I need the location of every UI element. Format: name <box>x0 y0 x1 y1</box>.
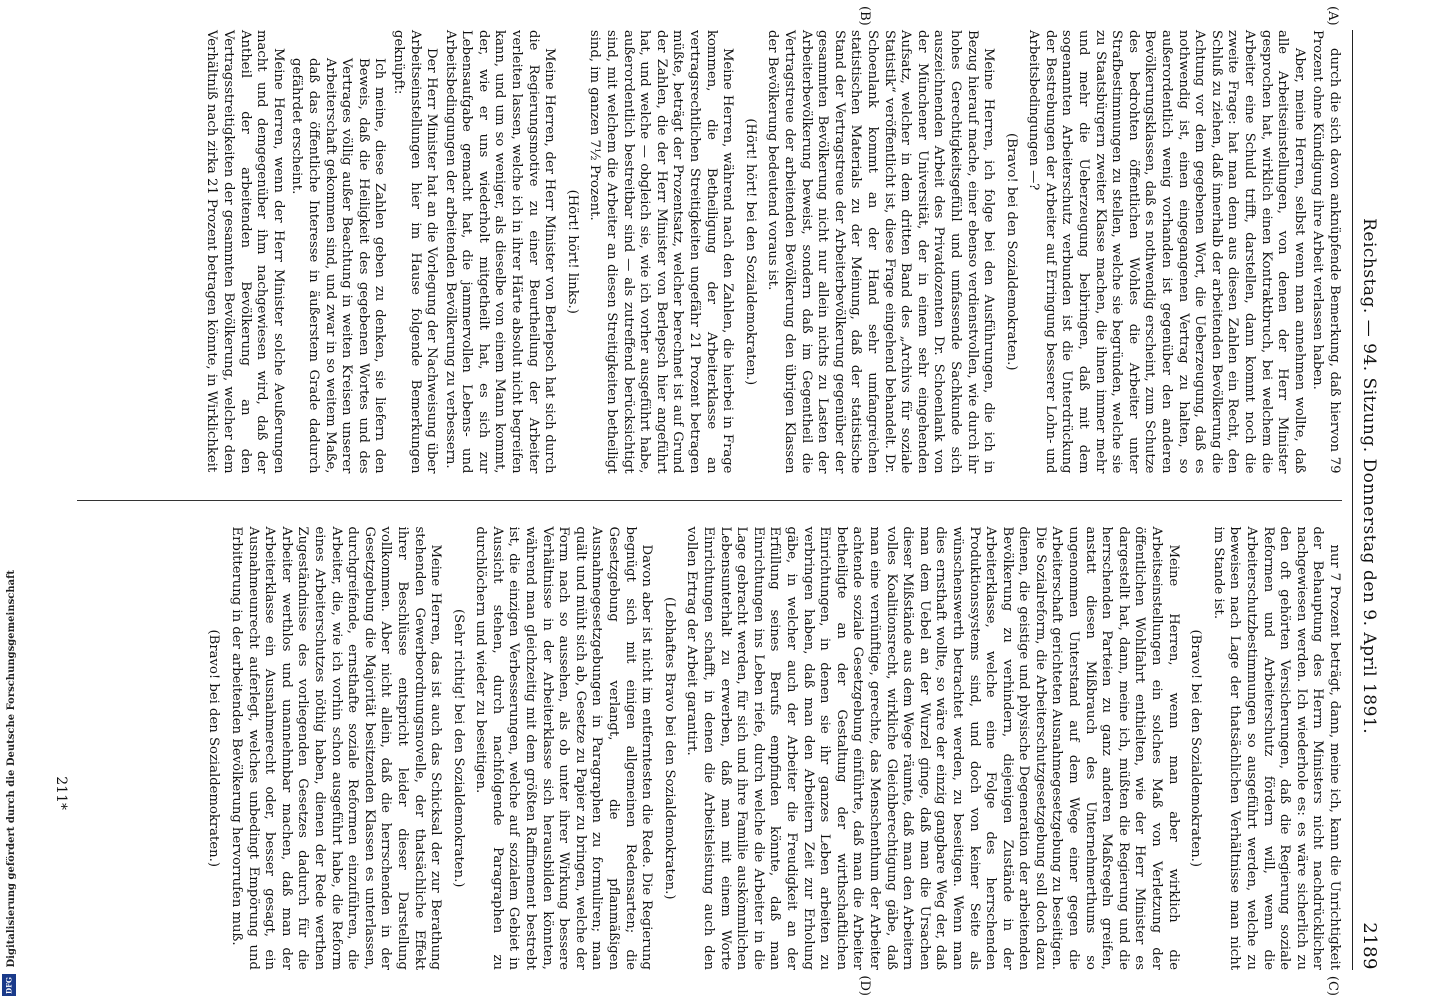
margin-mark-b: (B) <box>857 6 872 26</box>
margin-mark-d: (D) <box>857 975 872 996</box>
paragraph: durch die sich davon anknüpfende Bemerkung, daß hiervon 79 Prozent ohne Kündigung ihre Arbeit verlassen haben. <box>1310 30 1342 474</box>
interjection: (Bravo! bei den Sozialdemokraten.) <box>1003 133 1019 371</box>
running-header <box>1352 30 1380 970</box>
page-number: 2189 <box>1359 922 1380 970</box>
paragraph: Meine Herren, wenn der Herr Minister solche Aeußerungen macht und demgegenüber ihm nachgewiesen wird, daß der Antheil der arbeitenden Bevölkerung an den Vertragsstreitigkeiten der gesammten Bevölkerung, welcher dem Verhältniß nach zirka 21 Prozent betragen könnte, in Wirklichkeit <box>204 30 286 474</box>
margin-mark-a: (A) <box>1325 6 1340 26</box>
interjection: (Hört! hört! links.) <box>564 189 580 314</box>
paragraph: Meine Herren, wenn man aber wirklich die Arbeitseinstellungen ein solches Maß von Verletzung der öffentlichen Wohlfahrt enthielten, wie der Herr Minister es dargestellt hat, dann, meine ich, müßten die Regierung und die herrschenden Parteien zu ganz anderen Maßregeln greifen, anstatt diesen Mißbrauch des Unternehmerthums so ungenommen Unterstand auf dem Wege einer gegen die Arbeiterschaft gerichteten Ausnahmegesetzgebung zu beseitigen. Die Sozialreform, die Arbeiterschutzgesetzgebung soll doch dazu dienen, die geistige und physische Degeneration der arbeitenden Bevölkerung zu verhindern, diejenigen Zustände in der Arbeiterklasse, welche eine Folge des herrschenden Produktionssystems sind, und doch von keiner Seite als wünschenswerth betrachtet werden, zu beseitigen. Wenn man dies ernsthaft wollte, so wäre der einzig gangbare Weg der, daß man dem Uebel an der Wurzel ginge, daß man die Ursachen dieser Mißstände aus dem Wege räumte, daß man den Arbeitern volles Koalitionsrecht, wirkliche Gleichberechtigung gäbe, daß man eine vernünftige, gerechte, das Menschenthum der Arbeiter achtende soziale Gesetzgebung einführte, daß man die Arbeiter betheiligte an der Gestaltung der wirthschaftlichen Einrichtungen, in denen sie ihr ganzes Leben arbeiten zu verbringen haben, daß man den Arbeitern Zeit zur Erholung gäbe, in welcher auch der Arbeiter die Freudigkeit an der Erfüllung seines Berufs empfinden könnte, daß man Einrichtungen ins Leben riefe, durch welche die Arbeiter in die Lage gebracht werden, für sich und ihre Familie auskömmlichen Lebensunterhalt zu erwerben, daß man mit einem Worte Einrichtungen schafft, in denen die Arbeitsleistung auch den vollen Ertrag der Arbeit garantirt. <box>684 526 1181 970</box>
interjection: (Lebhaftes Bravo bei den Sozialdemokraten.) <box>661 597 677 900</box>
signature-marker: 211* <box>53 776 69 810</box>
paragraph: nur 7 Prozent beträgt, dann, meine ich, kann die Unrichtigkeit der Behauptung des Herrn Ministers nicht nachdrücklicher nachgewiesen werden. Ich wiederhole es: es wäre sicherlich zu den oft gehörten Versicherungen, daß die Regierung soziale Reformen und Arbeiterschutz fördern will, wenn die Arbeiterschutzbestimmungen so ausgeführt werden, welche zu beweisen nach Lage der thatsächlichen Verhältnisse man nicht im Stande ist. <box>1210 526 1342 970</box>
paragraph: Davon aber ist nicht im entferntesten die Rede. Die Regierung begnügt sich mit einigen allgemeinen Redensarten; die Gesetzgebung verlangt, die pflanmäßigen Ausnahmegesetzgebungen in Paragraphen zu formuliren; man quält und müht sich ab, Gesetze zu Papier zu bringen, welche der Form nach so aussehen, als ob unter ihrer Wirkung bessere Verhältnisse in der Arbeiterklasse sich herausbilden könnten, während man gleichzeitig mit dem größten Raffinement bestrebt ist, die einzigen Verbesserungen, welche auf sozialem Gebiet in Aussicht stehen, durch nachfolgende Paragraphen zu durchlöchern und wieder zu beseitigen. <box>473 526 655 970</box>
paragraph: Meine Herren, ich folge bei den Ausführungen, die ich in Bezug hierauf mache, einer ebenso verdienstvollen, wie durch ihr hohes Gerechtigkeitsgefühl und umfassende Sachkunde sich auszeichnenden Arbeit des Privatdozenten Dr. Schoenlank von der Münchener Universität, der in einem sehr eingehenden Aufsatz, welcher in dem dritten Band des „Archivs für soziale Statistik“ veröffentlicht ist, diese Frage eingehend behandelt. Dr. Schoenlank kommt an der Hand sehr umfangreichen statistischen Materials zu der Meinung, daß der statistische Stand der Vertragstreue der Arbeiterbevölkerung gegenüber der gesammten Bevölkerung nicht nur allein nichts zu Lasten der Arbeiterbevölkerung beweist, sondern daß im Gegentheil die Vertragstreue der arbeitenden Bevölkerung den übrigen Klassen der Bevölkerung bedeutend voraus ist. <box>765 30 997 474</box>
margin-mark-c: (C) <box>1325 975 1340 996</box>
dfg-logo-icon: DFG <box>2 974 16 996</box>
paragraph: Ich meine, diese Zahlen geben zu denken, sie liefern den Beweis, daß die Heiligkeit des gegebenen Wortes und des Vertrages völlig außer Beachtung in weiten Kreisen unserer Arbeiterschaft gekommen sind, und zwar in so weitem Maße, daß das öffentliche Interesse in äußerstem Grade dadurch gefährdet erscheint. <box>289 58 388 474</box>
paragraph: Meine Herren, der Herr Minister von Berlepsch hat sich durch die Regierungsmotive zu einer Beurtheilung der Arbeiter verleiten lassen, welche ich in ihrer Härte absolut nicht begreifen kann, und um so weniger, als dieselbe von einem Mann kommt, der, wie er uns wiederholt mitgetheilt hat, es sich zur Lebensaufgabe gemacht hat, die jammervollen Lebens- und Arbeitsbedingungen der arbeitenden Bevölkerung zu verbessern. <box>442 30 558 474</box>
header-title: Reichstag. — 94. Sitzung. Donnerstag den 9. April 1891. <box>1359 218 1379 735</box>
paragraph: Der Herr Minister hat an die Vorlegung der Nachweisung über Arbeitseinstellungen hier im Hause folgende Bemerkungen geknüpft: <box>390 30 440 474</box>
interjection: (Bravo! bei den Sozialdemokraten.) <box>1188 629 1204 867</box>
paragraph: Aber, meine Herren, selbst wenn man annehmen wollte, daß alle Arbeitseinstellungen, von denen der Herr Minister gesprochen hat, wirklich einen Kontraktbruch, bei welchem die Arbeiter eine Schuld trifft, darstellen, dann kommt noch die zweite Frage: hat man denn aus diesen Zahlen ein Recht, den Schluß zu ziehen, daß innerhalb der arbeitenden Bevölkerung die Achtung vor dem gegebenen Wort, die Ueberzeugung, daß es nothwendig ist, einen eingegangenen Vertrag zu halten, so außerordentlich wenig vorhanden ist gegenüber den anderen Bevölkerungsklassen, daß es nothwendig erscheint, zum Schutze des bedrohten öffentlichen Wohles die Arbeiter unter Strafbestimmungen zu stellen, welche sie begründen, welche sie zu Staatsbürgern zweiter Klasse machen, die ihnen immer mehr und mehr die Ueberzeugung beibringen, daß mit dem sogenannten Arbeiterschutz verbunden ist die Unterdrückung der Bestrebungen der Arbeiter auf Erringung besserer Lohn- und Arbeitsbedingungen —? <box>1026 30 1307 474</box>
interjection: (Sehr richtig! bei den Sozialdemokraten.) <box>450 609 466 888</box>
paragraph: Meine Herren, während nach den Zahlen, die hierbei in Frage kommen, die Betheiligung der Arbeiterklasse an vertragsrechtlichen Streitigkeiten ungefähr 21 Prozent betragen müßte, beträgt der Prozentsatz, welcher berechnet ist auf Grund der Zahlen, die der Herr Minister von Berlepsch hier angeführt hat, und welche — obgleich sie, wie ich vorher ausgeführt habe, außerordentlich bestreitbar sind — als zutreffend berücksichtigt sind, mit welchem die Arbeiter an diesen Streitigkeiten betheiligt sind, im ganzen 7½ Prozent. <box>587 30 736 474</box>
interjection: (Bravo! bei den Sozialdemokraten.) <box>206 629 222 867</box>
paragraph: Meine Herren, das ist auch das Schicksal der zur Berathung stehenden Gewerbeordnungsnovelle, der thatsächliche Effekt ihrer Beschlüsse entspricht leider dieser Darstellung vollkommen. Aber nicht allein, daß die herrschenden in der Gesetzgebung die Majorität besitzenden Klassen es unterlassen, durchgreifende, ernsthafte soziale Reformen einzuführen, die Arbeiter, die, wie ich vorhin schon ausgeführt habe, die Reform eines Arbeiterschutzes nöthig haben, dienen der Rede werthen Zugeständnisse des vorliegenden Gesetzes dadurch für die Arbeiter werthlos und unannehmbar machen, daß man der Arbeiterklasse ein Ausnahmerecht oder, besser gesagt, ein Ausnahmeunrecht auferlegt, welches unbedingt Empörung und Erbitterung in der arbeitenden Bevölkerung hervorrufen muß. <box>229 526 444 970</box>
left-column <box>77 6 1342 474</box>
digitization-credit: Digitalisierung gefördert durch die Deutsche Forschungsgemeinschaft <box>6 570 17 968</box>
right-column <box>77 526 1342 996</box>
column-divider <box>77 500 1342 501</box>
text-columns <box>77 6 1342 996</box>
interjection: (Hört! hört! bei den Sozialdemokraten.) <box>742 118 758 386</box>
